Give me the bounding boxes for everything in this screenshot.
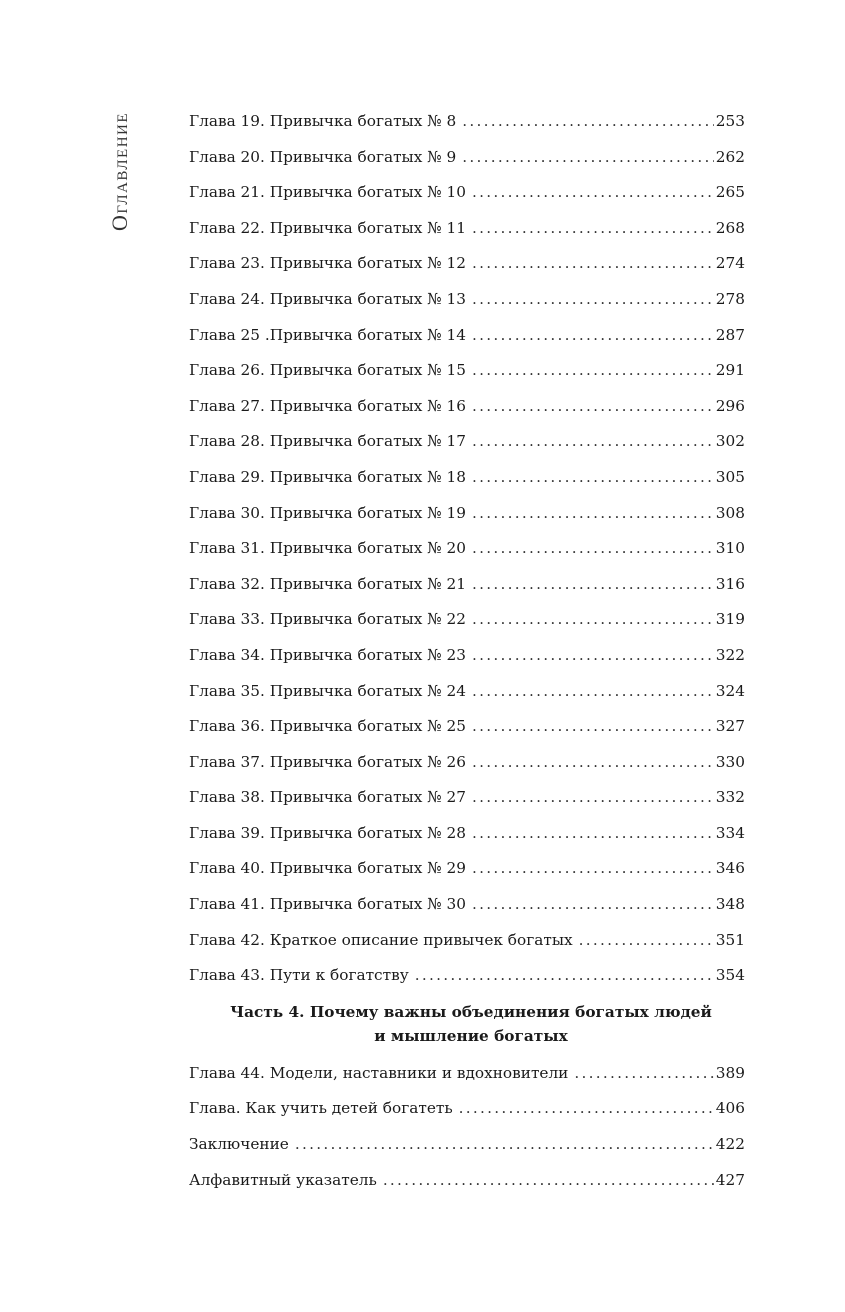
- toc-entry-page-number: 302: [715, 432, 745, 451]
- toc-entry[interactable]: [189, 389, 745, 425]
- dot-leader: [462, 104, 714, 140]
- toc-entry-page-number: 296: [715, 396, 745, 415]
- toc-entry[interactable]: [189, 531, 745, 567]
- toc-entry-title: Глава 30. Привычка богатых № 19: [189, 503, 467, 522]
- toc-entry[interactable]: [189, 246, 745, 282]
- part-heading-line-2: и мышление богатых: [374, 1026, 568, 1045]
- toc-entry[interactable]: [189, 851, 745, 887]
- toc-entry[interactable]: [189, 923, 745, 959]
- toc-entry-title: Глава. Как учить детей богатеть: [189, 1099, 453, 1118]
- toc-entry[interactable]: [189, 638, 745, 674]
- toc-entry-page-number: 351: [715, 930, 745, 949]
- toc-entries-chapters: [189, 104, 745, 994]
- toc-entry[interactable]: [189, 816, 745, 852]
- toc-entry-page-number: 278: [715, 289, 745, 308]
- toc-entry-title: Глава 38. Привычка богатых № 27: [189, 788, 467, 807]
- toc-entry-title: Глава 19. Привычка богатых № 8: [189, 112, 457, 130]
- toc-entry-title: Глава 39. Привычка богатых № 28: [189, 823, 467, 842]
- dot-leader: [472, 211, 714, 247]
- toc-entry-title: Глава 32. Привычка богатых № 21: [189, 574, 467, 593]
- toc-entry-page-number: 348: [715, 895, 745, 914]
- toc-entry[interactable]: [189, 745, 745, 781]
- toc-entry[interactable]: [189, 211, 745, 247]
- toc-entry-title: Глава 28. Привычка богатых № 17: [189, 432, 467, 451]
- toc-entry-page-number: 334: [715, 823, 745, 842]
- toc-entry[interactable]: [189, 1163, 745, 1199]
- toc-entry-title: Глава 21. Привычка богатых № 10: [189, 183, 467, 202]
- toc-entry[interactable]: [189, 424, 745, 460]
- dot-leader: [472, 567, 714, 603]
- toc-entry-page-number: 422: [715, 1135, 745, 1154]
- part-heading-line-1: Часть 4. Почему важны объединения богатых людей: [230, 1002, 712, 1021]
- toc-entry-page-number: 319: [715, 610, 745, 629]
- dot-leader: [472, 887, 714, 923]
- toc-entry-title: Глава 27. Привычка богатых № 16: [189, 396, 467, 415]
- dot-leader: [383, 1163, 714, 1199]
- dot-leader: [574, 1056, 713, 1092]
- toc-entry-page-number: 291: [715, 361, 745, 380]
- dot-leader: [472, 602, 714, 638]
- toc-entry-title: Глава 31. Привычка богатых № 20: [189, 539, 467, 558]
- toc-entry-title: Глава 41. Привычка богатых № 30: [189, 895, 467, 914]
- toc-entry-title: Глава 44. Модели, наставники и вдохновители: [189, 1063, 569, 1082]
- toc-entry[interactable]: [189, 567, 745, 603]
- part-heading: [189, 1000, 745, 1048]
- dot-leader: [472, 816, 714, 852]
- dot-leader: [579, 923, 714, 959]
- dot-leader: [472, 246, 714, 282]
- toc-entry[interactable]: [189, 496, 745, 532]
- toc-entries-final: [189, 1056, 745, 1198]
- toc-entry[interactable]: [189, 709, 745, 745]
- toc-entry[interactable]: [189, 318, 745, 354]
- toc-entry-page-number: 308: [715, 503, 745, 522]
- dot-leader: [472, 496, 714, 532]
- dot-leader: [472, 424, 714, 460]
- toc-entry[interactable]: [189, 175, 745, 211]
- toc-entry[interactable]: [189, 460, 745, 496]
- toc-entry[interactable]: [189, 780, 745, 816]
- toc-entry-title: Глава 40. Привычка богатых № 29: [189, 859, 467, 878]
- table-of-contents: [189, 104, 745, 1198]
- dot-leader: [459, 1091, 714, 1127]
- toc-entry[interactable]: [189, 1056, 745, 1092]
- toc-entry[interactable]: [189, 674, 745, 710]
- toc-entry-page-number: 332: [715, 788, 745, 807]
- toc-entry-page-number: 327: [715, 717, 745, 736]
- toc-entry[interactable]: [189, 958, 745, 994]
- toc-entry[interactable]: [189, 104, 745, 140]
- toc-entry-page-number: 253: [715, 112, 745, 130]
- dot-leader: [462, 140, 714, 176]
- dot-leader: [472, 531, 714, 567]
- toc-entry-title: Глава 37. Привычка богатых № 26: [189, 752, 467, 771]
- toc-entry-page-number: 262: [715, 147, 745, 166]
- toc-entry-title: Глава 26. Привычка богатых № 15: [189, 361, 467, 380]
- toc-entry[interactable]: [189, 887, 745, 923]
- dot-leader: [472, 745, 714, 781]
- toc-entry-title: Глава 25 .Привычка богатых № 14: [189, 325, 467, 344]
- dot-leader: [295, 1127, 714, 1163]
- toc-entry[interactable]: [189, 1127, 745, 1163]
- toc-entry-title: Алфавитный указатель: [189, 1170, 377, 1189]
- toc-entry-page-number: 305: [715, 467, 745, 486]
- dot-leader: [472, 851, 714, 887]
- toc-entry-page-number: 274: [715, 254, 745, 273]
- toc-entry-page-number: 268: [715, 218, 745, 237]
- toc-entry-title: Глава 24. Привычка богатых № 13: [189, 289, 467, 308]
- toc-entry[interactable]: [189, 282, 745, 318]
- toc-entry-title: Глава 34. Привычка богатых № 23: [189, 645, 467, 664]
- toc-entry-page-number: 322: [715, 645, 745, 664]
- dot-leader: [472, 460, 714, 496]
- toc-entry-title: Глава 33. Привычка богатых № 22: [189, 610, 467, 629]
- toc-entry-title: Глава 23. Привычка богатых № 12: [189, 254, 467, 273]
- dot-leader: [472, 282, 714, 318]
- toc-entry-title: Глава 20. Привычка богатых № 9: [189, 147, 457, 166]
- dot-leader: [472, 780, 714, 816]
- toc-entry-page-number: 346: [715, 859, 745, 878]
- dot-leader: [472, 674, 714, 710]
- toc-entry-page-number: 389: [715, 1063, 745, 1082]
- toc-entry[interactable]: [189, 140, 745, 176]
- toc-entry-page-number: 354: [715, 966, 745, 985]
- toc-entry-title: Заключение: [189, 1135, 289, 1154]
- toc-entry-page-number: 427: [715, 1170, 745, 1189]
- dot-leader: [415, 958, 714, 994]
- dot-leader: [472, 318, 714, 354]
- running-section-title: Оглавление: [107, 112, 132, 232]
- toc-entry[interactable]: [189, 353, 745, 389]
- dot-leader: [472, 175, 714, 211]
- toc-entry[interactable]: [189, 602, 745, 638]
- toc-entry-page-number: 406: [715, 1099, 745, 1118]
- toc-entry-page-number: 265: [715, 183, 745, 202]
- toc-entry-page-number: 310: [715, 539, 745, 558]
- toc-entry-page-number: 316: [715, 574, 745, 593]
- toc-entry-title: Глава 35. Привычка богатых № 24: [189, 681, 467, 700]
- dot-leader: [472, 638, 714, 674]
- toc-entry-title: Глава 42. Краткое описание привычек богатых: [189, 930, 573, 949]
- toc-entry-title: Глава 43. Пути к богатству: [189, 966, 409, 985]
- toc-entry-page-number: 324: [715, 681, 745, 700]
- toc-entry-title: Глава 29. Привычка богатых № 18: [189, 467, 467, 486]
- dot-leader: [472, 353, 714, 389]
- dot-leader: [472, 709, 714, 745]
- toc-entry-page-number: 287: [715, 325, 745, 344]
- toc-entry-page-number: 330: [715, 752, 745, 771]
- toc-entry-title: Глава 36. Привычка богатых № 25: [189, 717, 467, 736]
- toc-entry[interactable]: [189, 1091, 745, 1127]
- dot-leader: [472, 389, 714, 425]
- toc-entry-title: Глава 22. Привычка богатых № 11: [189, 218, 467, 237]
